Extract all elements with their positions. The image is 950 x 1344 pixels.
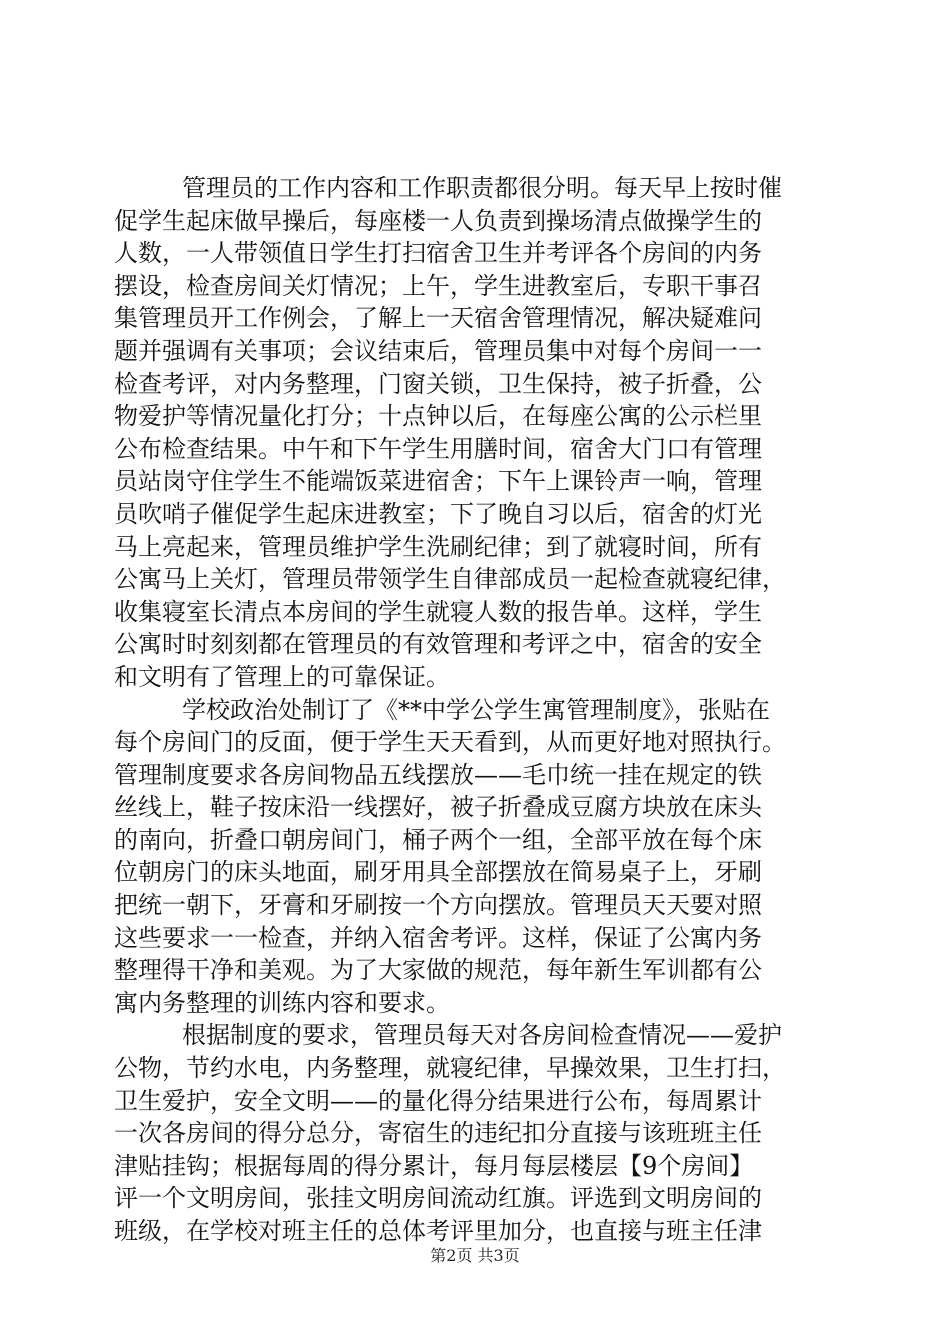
text-line: 每个房间门的反面，便于学生天天看到，从而更好地对照执行。 <box>114 728 786 757</box>
text-line: 马上亮起来，管理员维护学生洗刷纪律；到了就寝时间，所有 <box>114 532 762 561</box>
paragraph <box>114 1019 836 1247</box>
text-line: 管理员的工作内容和工作职责都很分明。每天早上按时催 <box>182 174 782 202</box>
text-line: 题并强调有关事项；会议结束后，管理员集中对每个房间一一 <box>114 336 762 365</box>
text-line: 摆设，检查房间关灯情况；上午，学生进教室后，专职干事召 <box>114 271 762 300</box>
text-line: 评一个文明房间，张挂文明房间流动红旗。评选到文明房间的 <box>114 1184 762 1213</box>
page-number-footer: 第2页 共3页 <box>430 1246 520 1265</box>
text-line: 人数，一人带领值日学生打扫宿舍卫生并考评各个房间的内务 <box>114 239 762 268</box>
text-line: 物爱护等情况量化打分；十点钟以后，在每座公寓的公示栏里 <box>114 402 762 431</box>
text-line: 学校政治处制订了《**中学公学生寓管理制度》，张贴在 <box>182 695 770 724</box>
text-line: 这些要求一一检查，并纳入宿舍考评。这样，保证了公寓内务 <box>114 923 762 952</box>
text-line: 收集寝室长清点本房间的学生就寝人数的报告单。这样，学生 <box>114 597 762 626</box>
text-line: 和文明有了管理上的可靠保证。 <box>114 662 450 691</box>
paragraph <box>114 172 836 694</box>
text-line: 公物，节约水电，内务整理，就寝纪律，早操效果，卫生打扫， <box>114 1054 786 1083</box>
text-line: 员站岗守住学生不能端饭菜进宿舍；下午上课铃声一响，管理 <box>114 467 762 496</box>
text-line: 寓内务整理的训练内容和要求。 <box>114 988 450 1017</box>
text-line: 公寓马上关灯，管理员带领学生自律部成员一起检查就寝纪律， <box>114 565 786 594</box>
text-line: 集管理员开工作例会，了解上一天宿舍管理情况，解决疑难问 <box>114 304 762 333</box>
text-line: 公寓时时刻刻都在管理员的有效管理和考评之中，宿舍的安全 <box>114 630 762 659</box>
text-line: 公布检查结果。中午和下午学生用膳时间，宿舍大门口有管理 <box>114 434 762 463</box>
text-line: 根据制度的要求，管理员每天对各房间检查情况——爱护 <box>182 1021 782 1050</box>
text-line: 促学生起床做早操后，每座楼一人负责到操场清点做操学生的 <box>114 206 762 235</box>
text-line: 津贴挂钩；根据每周的得分累计，每月每层楼层【9个房间】 <box>114 1151 754 1180</box>
text-line: 班级，在学校对班主任的总体考评里加分，也直接与班主任津 <box>114 1217 762 1245</box>
text-line: 管理制度要求各房间物品五线摆放——毛巾统一挂在规定的铁 <box>114 760 762 789</box>
text-line: 位朝房门的床头地面，刷牙用具全部摆放在简易桌子上，牙刷 <box>114 858 762 887</box>
document-body <box>114 172 836 1248</box>
text-line: 的南向，折叠口朝房间门，桶子两个一组，全部平放在每个床 <box>114 825 762 854</box>
text-line: 检查考评，对内务整理，门窗关锁，卫生保持，被子折叠，公 <box>114 369 762 398</box>
text-line: 把统一朝下，牙膏和牙刷按一个方向摆放。管理员天天要对照 <box>114 891 762 920</box>
text-line: 一次各房间的得分总分，寄宿生的违纪扣分直接与该班班主任 <box>114 1119 762 1148</box>
paragraph <box>114 694 836 1020</box>
text-line: 整理得干净和美观。为了大家做的规范，每年新生军训都有公 <box>114 956 762 985</box>
text-line: 员吹哨子催促学生起床进教室；下了晚自习以后，宿舍的灯光 <box>114 499 762 528</box>
text-line: 卫生爱护，安全文明——的量化得分结果进行公布，每周累计 <box>114 1086 762 1115</box>
text-line: 丝线上，鞋子按床沿一线摆好，被子折叠成豆腐方块放在床头 <box>114 793 762 822</box>
